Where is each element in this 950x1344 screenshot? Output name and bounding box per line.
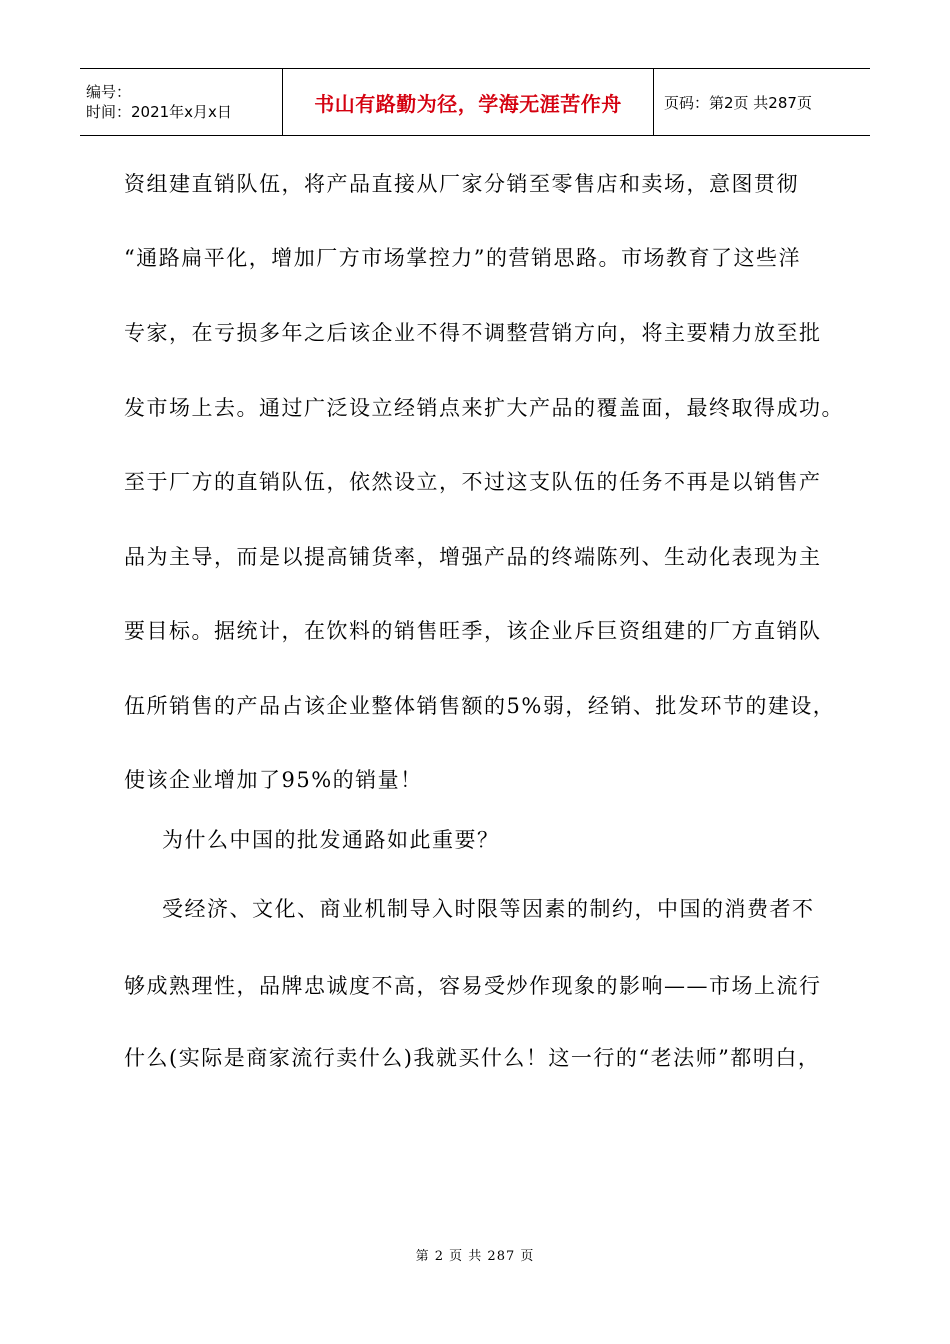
document-date: 时间：2021年x月x日 <box>86 103 232 121</box>
text-line: “通路扁平化，增加厂方市场掌控力”的营销思路。市场教育了这些洋 <box>124 246 801 270</box>
text-line: 够成熟理性，品牌忠诚度不高，容易受炒作现象的影响——市场上流行 <box>124 974 822 998</box>
text-line: 专家，在亏损多年之后该企业不得不调整营销方向，将主要精力放至批 <box>124 321 822 345</box>
text-line: 要目标。据统计，在饮料的销售旺季，该企业斥巨资组建的厂方直销队 <box>124 619 822 643</box>
page-info: 页码：第2页 共287页 <box>664 93 812 112</box>
header-table <box>80 68 870 136</box>
motto-text: 书山有路勤为径，学海无涯苦作舟 <box>314 91 622 116</box>
text-line: 伍所销售的产品占该企业整体销售额的5%弱，经销、批发环节的建设， <box>124 694 836 718</box>
header-page-cell <box>654 69 870 135</box>
page-footer: 第 2 页 共 287 页 <box>415 1249 535 1264</box>
header-motto-cell <box>282 69 654 135</box>
text-line: 至于厂方的直销队伍，依然设立，不过这支队伍的任务不再是以销售产 <box>124 470 822 494</box>
document-number-label: 编号： <box>86 83 132 101</box>
text-line: 资组建直销队伍，将产品直接从厂家分销至零售店和卖场，意图贯彻 <box>124 172 799 196</box>
text-line: 什么(实际是商家流行卖什么)我就买什么！这一行的“老法师”都明白， <box>124 1046 821 1070</box>
text-line: 发市场上去。通过广泛设立经销点来扩大产品的覆盖面，最终取得成功。 <box>124 396 844 420</box>
text-line: 使该企业增加了95%的销量！ <box>124 768 423 792</box>
text-line: 品为主导，而是以提高铺货率，增强产品的终端陈列、生动化表现为主 <box>124 545 822 569</box>
text-line: 受经济、文化、商业机制导入时限等因素的制约，中国的消费者不 <box>162 897 815 921</box>
header-meta <box>80 69 282 135</box>
paragraph-heading: 为什么中国的批发通路如此重要？ <box>162 828 500 852</box>
